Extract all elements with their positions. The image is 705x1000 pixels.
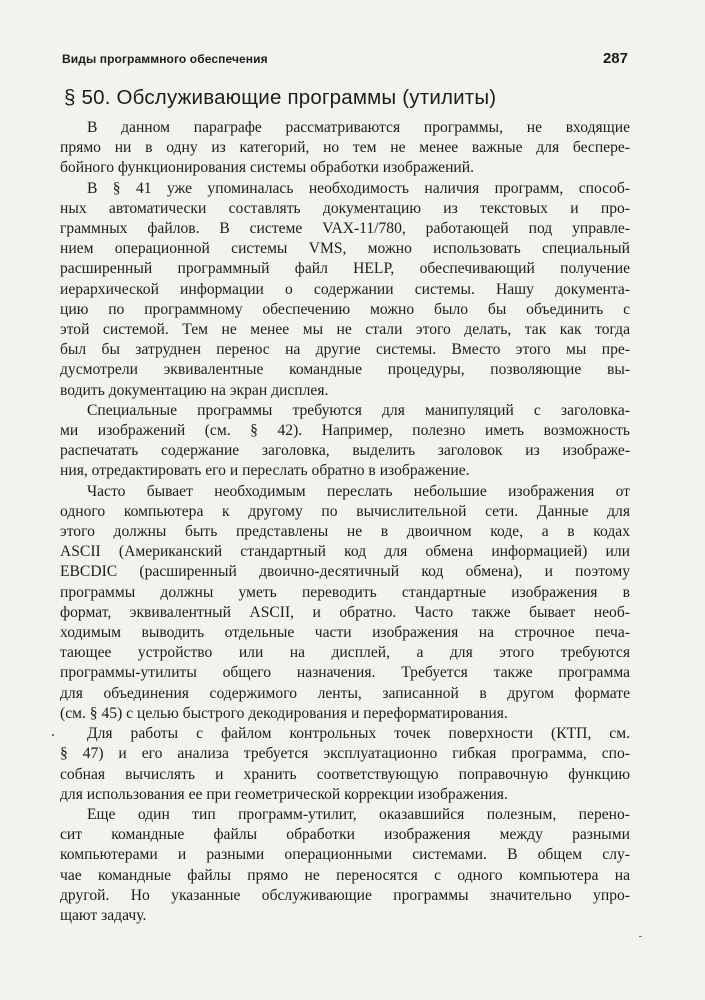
paragraph-2 [60, 179, 630, 401]
section-title: § 50. Обслуживающие программы (утилиты) [64, 86, 497, 109]
text-line: другой. Но указанные обслуживающие программы значительно упро- [60, 886, 630, 904]
text-line: компьютерами и разными операционными системами. В общем слу- [60, 846, 630, 864]
text-line: расширенный программный файл HELP, обеспечивающий получение [60, 260, 630, 278]
text-line: прямо ни в одну из категорий, но тем не менее важные для беспере- [60, 139, 630, 157]
text-line: Специальные программы требуются для манипуляций с заголовка- [87, 401, 630, 419]
text-line: этого должны быть представлены не в двоичном коде, а в кодах [60, 523, 630, 541]
running-head-title: Виды программного обеспечения [62, 52, 268, 66]
text-line: Часто бывает необходимым переслать небольшие изображения от [87, 482, 630, 500]
paragraph-6 [60, 805, 630, 926]
text-line: В данном параграфе рассматриваются программы, не входящие [87, 119, 630, 136]
scan-speck [639, 936, 642, 937]
paragraph-5 [60, 724, 630, 805]
text-line: водить документацию на экран дисплея. [60, 381, 329, 399]
text-line: ных автоматически составлять документацию из текстовых и про- [60, 199, 630, 217]
text-line: (см. § 45) с целью быстрого декодирования и переформатирования. [60, 704, 508, 722]
text-line: щают задачу. [60, 906, 147, 924]
paragraph-4 [60, 482, 630, 724]
text-line: чае командные файлы прямо не переносятся с одного компьютера на [60, 866, 630, 884]
body-text [60, 118, 630, 926]
text-line: нием операционной системы VMS, можно использовать специальный [60, 240, 630, 258]
text-line: цию по программному обеспечению можно было бы объединить с [60, 300, 630, 318]
text-line: В § 41 уже упоминалась необходимость наличия программ, способ- [87, 179, 630, 197]
text-line: граммных файлов. В системе VAX-11/780, работающей под управле- [60, 220, 630, 238]
text-line: Для работы с файлом контрольных точек поверхности (КТП, см. [87, 725, 630, 743]
paragraph-3 [60, 401, 630, 482]
text-line: для объединения содержимого ленты, записанной в другом формате [60, 684, 630, 702]
text-line: собная вычислять и хранить соответствующую поправочную функцию [60, 765, 630, 783]
text-line: § 47) и его анализа требуется эксплуатационно гибкая программа, спо- [60, 745, 630, 763]
text-line: ми изображений (см. § 42). Например, полезно иметь возможность [60, 422, 630, 440]
text-line: распечатать содержание заголовка, выделить заголовок из изображе- [60, 442, 630, 460]
text-line: дусмотрели эквивалентные командные процедуры, позволяющие вы- [60, 361, 630, 379]
text-line: Еще один тип программ-утилит, оказавшийся полезным, перено- [87, 805, 630, 823]
text-line: для использования ее при геометрической коррекции изображения. [60, 785, 508, 803]
text-line: ния, отредактировать его и переслать обратно в изображение. [60, 462, 470, 480]
text-line: программы должны уметь переводить стандартные изображения в [60, 583, 630, 601]
text-line: этой системой. Тем не менее мы не стали этого делать, так как тогда [60, 321, 630, 339]
paragraph-1 [60, 118, 630, 179]
text-line: тающее устройство или на дисплей, а для этого требуются [60, 644, 630, 662]
text-line: ходимым выводить отдельные части изображения на строчное печа- [60, 624, 630, 642]
text-line: формат, эквивалентный ASCII, и обратно. Часто также бывает необ- [60, 603, 630, 621]
text-line: иерархической информации о содержании системы. Нашу документа- [60, 280, 630, 298]
text-line: был бы затруднен перенос на другие системы. Вместо этого мы пре- [60, 341, 630, 359]
text-line: бойного функционирования системы обработки изображений. [60, 159, 475, 177]
running-head [62, 50, 628, 67]
text-line: EBCDIC (расширенный двоично-десятичный код обмена), и поэтому [60, 563, 630, 581]
text-line: ASCII (Американский стандартный код для обмена информацией) или [60, 543, 630, 561]
text-line: сит командные файлы обработки изображения между разными [60, 826, 630, 844]
scan-speck [52, 734, 54, 736]
text-line: программы-утилиты общего назначения. Требуется также программа [60, 664, 630, 682]
page-number: 287 [602, 50, 628, 67]
text-line: одного компьютера к другому по вычислительной сети. Данные для [60, 502, 630, 520]
